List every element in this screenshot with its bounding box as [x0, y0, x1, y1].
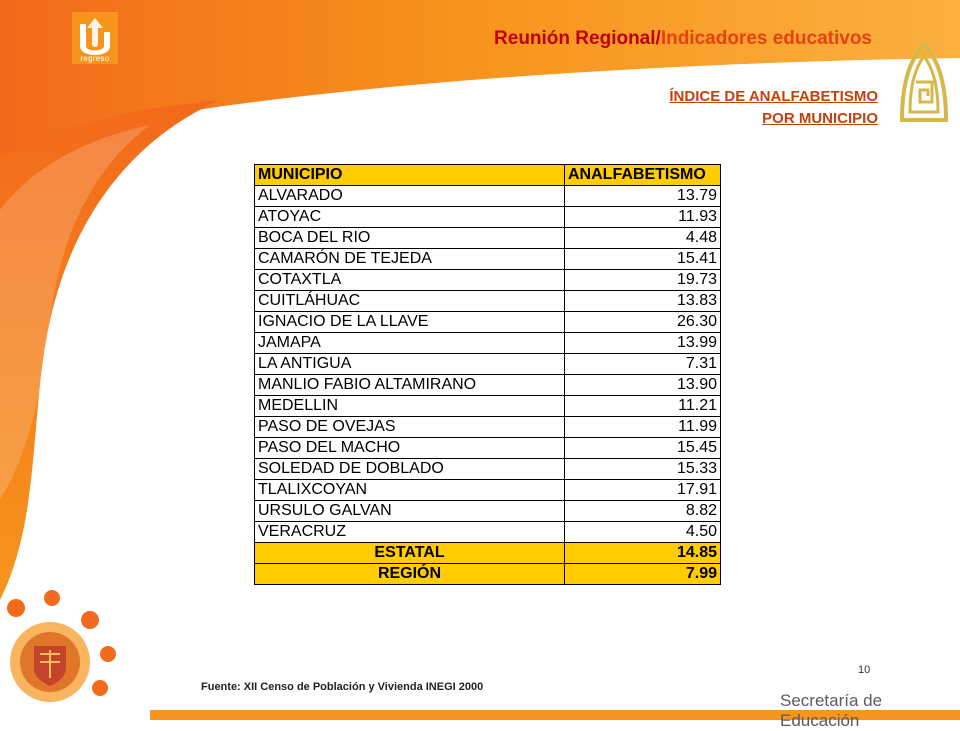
table-row [255, 438, 721, 459]
table-row [255, 333, 721, 354]
municipio-cell: URSULO GALVAN [255, 501, 565, 522]
section-subtitle [669, 86, 878, 130]
municipio-cell: ATOYAC [255, 207, 565, 228]
municipio-cell: MEDELLIN [255, 396, 565, 417]
page-number: 10 [858, 664, 871, 676]
municipio-cell: CAMARÓN DE TEJEDA [255, 249, 565, 270]
illiteracy-table [254, 164, 721, 585]
table-row [255, 270, 721, 291]
table-row [255, 291, 721, 312]
summary-row-estatal [255, 543, 721, 564]
value-cell: 13.99 [565, 333, 721, 354]
summary-value: 14.85 [565, 543, 721, 564]
title-part2: Indicadores educativos [660, 28, 872, 49]
value-cell: 13.90 [565, 375, 721, 396]
municipio-cell: VERACRUZ [255, 522, 565, 543]
table-row [255, 480, 721, 501]
summary-row-region [255, 564, 721, 585]
value-cell: 15.41 [565, 249, 721, 270]
coat-of-arms-emblem-icon [0, 584, 128, 720]
title-separator: / [655, 28, 661, 49]
table-row [255, 396, 721, 417]
value-cell: 11.99 [565, 417, 721, 438]
value-cell: 15.45 [565, 438, 721, 459]
subtitle-line2: POR MUNICIPIO [762, 110, 878, 127]
value-cell: 11.21 [565, 396, 721, 417]
municipio-cell: ALVARADO [255, 186, 565, 207]
summary-value: 7.99 [565, 564, 721, 585]
value-cell: 13.83 [565, 291, 721, 312]
column-header-municipio: MUNICIPIO [255, 165, 565, 186]
municipio-cell: BOCA DEL RIO [255, 228, 565, 249]
municipio-cell: TLALIXCOYAN [255, 480, 565, 501]
table-row [255, 312, 721, 333]
value-cell: 26.30 [565, 312, 721, 333]
table-header-row [255, 165, 721, 186]
value-cell: 17.91 [565, 480, 721, 501]
municipio-cell: MANLIO FABIO ALTAMIRANO [255, 375, 565, 396]
table-row [255, 207, 721, 228]
table-row [255, 228, 721, 249]
page-title [300, 28, 872, 50]
table-row [255, 186, 721, 207]
municipio-cell: LA ANTIGUA [255, 354, 565, 375]
value-cell: 4.50 [565, 522, 721, 543]
table-row [255, 459, 721, 480]
municipio-cell: COTAXTLA [255, 270, 565, 291]
secretaria-logo-text: Secretaría de Educación [780, 691, 883, 730]
municipio-cell: JAMAPA [255, 333, 565, 354]
table-row [255, 417, 721, 438]
bell-logo-icon [898, 42, 950, 124]
table-row [255, 501, 721, 522]
back-label: regreso [80, 54, 110, 63]
municipio-cell: IGNACIO DE LA LLAVE [255, 312, 565, 333]
source-note: Fuente: XII Censo de Población y Vivienda INEGI 2000 [201, 681, 484, 693]
value-cell: 13.79 [565, 186, 721, 207]
back-button[interactable] [72, 12, 118, 64]
value-cell: 8.82 [565, 501, 721, 522]
table-row [255, 249, 721, 270]
table-row [255, 354, 721, 375]
summary-label: REGIÓN [255, 564, 565, 585]
table-row [255, 522, 721, 543]
value-cell: 11.93 [565, 207, 721, 228]
municipio-cell: PASO DE OVEJAS [255, 417, 565, 438]
table-row [255, 375, 721, 396]
summary-label: ESTATAL [255, 543, 565, 564]
value-cell: 7.31 [565, 354, 721, 375]
column-header-analfabetismo: ANALFABETISMO [565, 165, 721, 186]
value-cell: 19.73 [565, 270, 721, 291]
title-part1: Reunión Regional [494, 28, 656, 49]
value-cell: 4.48 [565, 228, 721, 249]
subtitle-line1: ÍNDICE DE ANALFABETISMO [669, 88, 878, 105]
municipio-cell: PASO DEL MACHO [255, 438, 565, 459]
value-cell: 15.33 [565, 459, 721, 480]
municipio-cell: CUITLÁHUAC [255, 291, 565, 312]
municipio-cell: SOLEDAD DE DOBLADO [255, 459, 565, 480]
